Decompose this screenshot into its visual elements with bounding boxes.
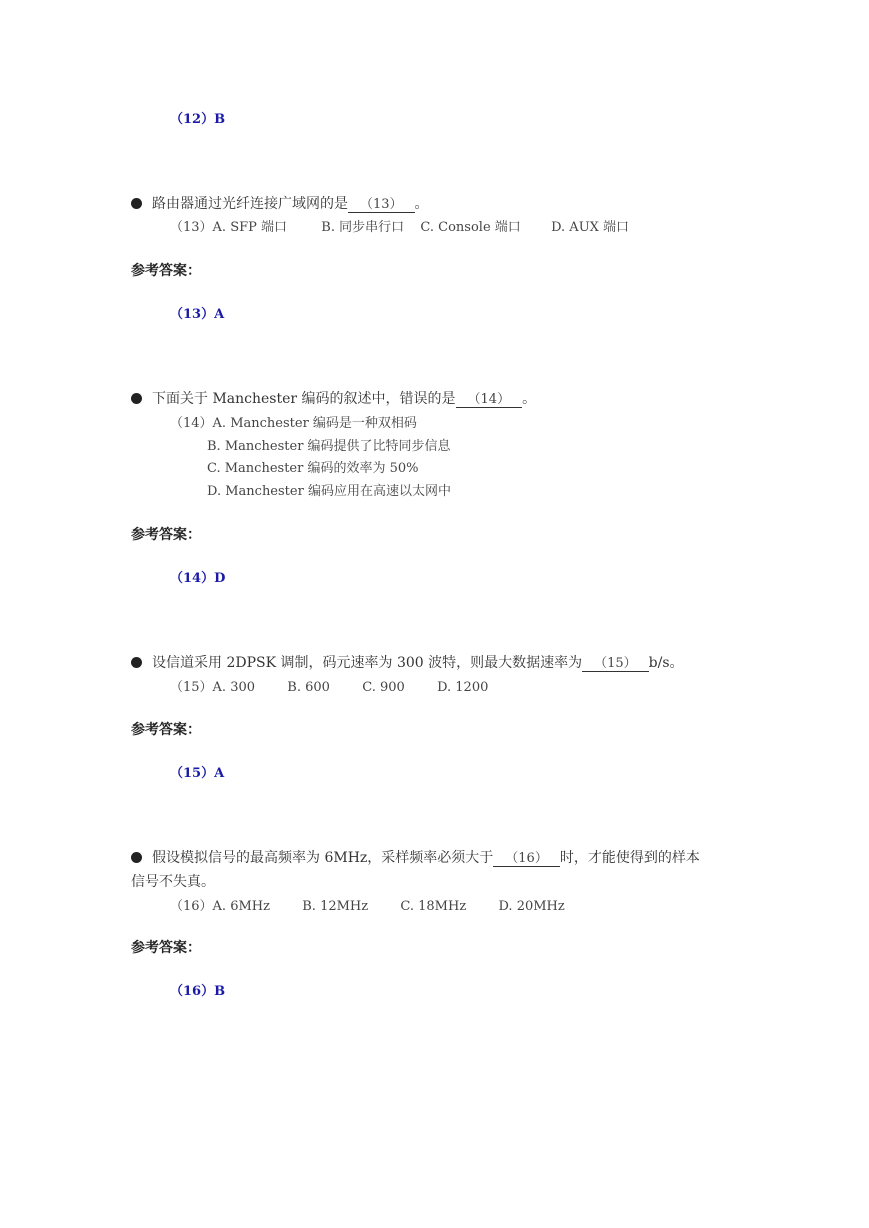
question-16-line2: 信号不失真。 — [131, 874, 215, 890]
option-13-d: D. AUX 端口 — [551, 220, 630, 235]
question-16-options — [170, 895, 565, 914]
question-14 — [131, 388, 536, 408]
bullet-icon — [131, 198, 142, 209]
option-15-b: B. 600 — [287, 680, 330, 695]
question-13 — [131, 193, 429, 213]
option-13-c: C. Console 端口 — [420, 220, 521, 235]
bullet-icon — [131, 852, 142, 863]
answer-13: （13）A — [170, 307, 225, 322]
answer-15: （15）A — [170, 766, 225, 781]
reference-answer-label-14: 参考答案： — [131, 527, 201, 543]
option-13-b: B. 同步串行口 — [321, 220, 405, 235]
reference-answer-label-16: 参考答案： — [131, 940, 201, 956]
option-16-b: B. 12MHz — [302, 899, 369, 914]
bullet-icon — [131, 393, 142, 404]
option-16-c: C. 18MHz — [400, 899, 467, 914]
option-15-d: D. 1200 — [437, 680, 489, 695]
option-15-c: C. 900 — [362, 680, 405, 695]
question-13-tail: 。 — [414, 196, 429, 212]
question-13-blank: （13） — [348, 193, 415, 213]
question-13-options — [170, 216, 629, 235]
option-16-a: （16）A. 6MHz — [170, 899, 270, 914]
question-15 — [131, 652, 684, 672]
reference-answer-label-15: 参考答案： — [131, 722, 201, 738]
question-15-blank: （15） — [582, 652, 649, 672]
question-16 — [131, 847, 700, 867]
option-14-a: （14）A. Manchester 编码是一种双相码 — [170, 416, 417, 431]
question-16-tail: 时，才能使得到的样本 — [559, 850, 700, 866]
question-15-tail: b/s。 — [648, 655, 684, 671]
option-14-c: C. Manchester 编码的效率为 50% — [207, 461, 419, 476]
bullet-icon — [131, 657, 142, 668]
question-14-blank: （14） — [456, 388, 523, 408]
question-16-text: 假设模拟信号的最高频率为 6MHz，采样频率必须大于 — [152, 850, 494, 866]
answer-12: （12）B — [170, 112, 226, 127]
option-15-a: （15）A. 300 — [170, 680, 256, 695]
answer-16: （16）B — [170, 984, 226, 999]
option-14-b: B. Manchester 编码提供了比特同步信息 — [207, 439, 451, 454]
question-16-blank: （16） — [493, 847, 560, 867]
option-14-d: D. Manchester 编码应用在高速以太网中 — [207, 484, 451, 499]
question-13-text: 路由器通过光纤连接广域网的是 — [152, 196, 348, 212]
question-15-text: 设信道采用 2DPSK 调制，码元速率为 300 波特，则最大数据速率为 — [152, 655, 583, 671]
question-14-tail: 。 — [522, 391, 537, 407]
answer-14: （14）D — [170, 571, 226, 586]
question-15-options — [170, 676, 488, 695]
reference-answer-label-13: 参考答案： — [131, 263, 201, 279]
option-16-d: D. 20MHz — [498, 899, 565, 914]
option-13-a: （13）A. SFP 端口 — [170, 220, 288, 235]
question-14-text: 下面关于 Manchester 编码的叙述中，错误的是 — [152, 391, 456, 407]
